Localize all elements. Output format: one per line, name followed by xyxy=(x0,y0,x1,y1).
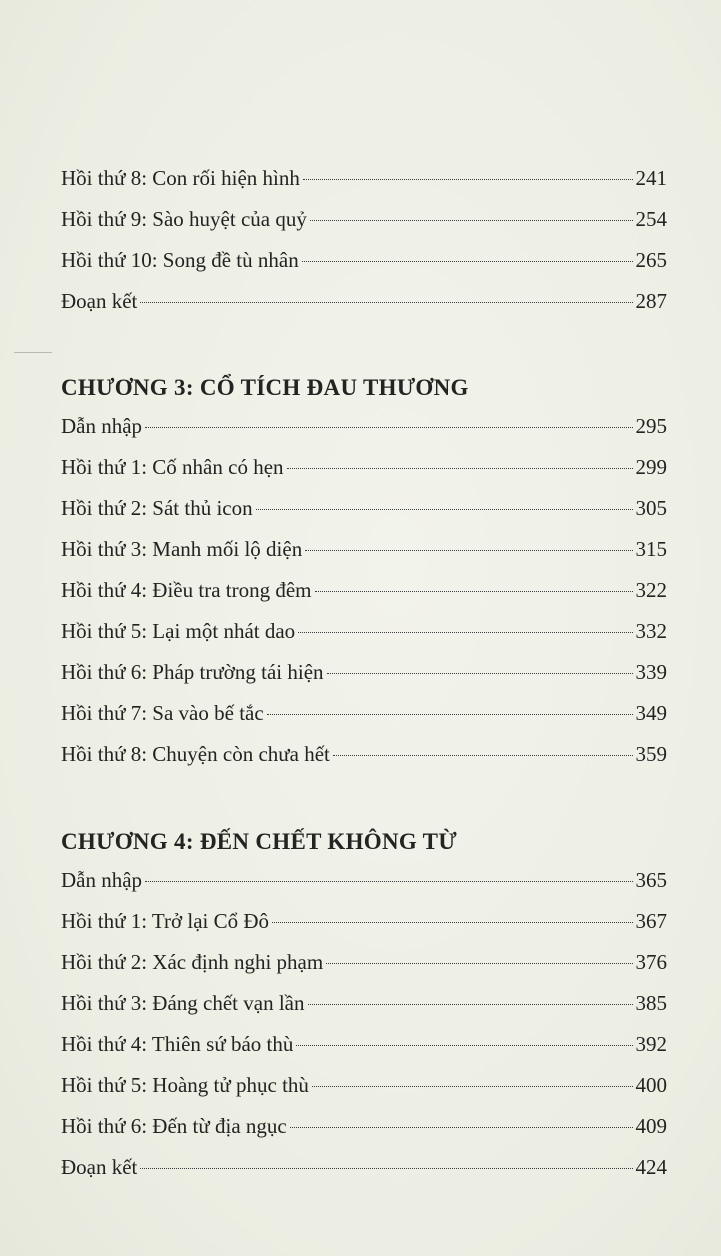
toc-section-chapter-3 xyxy=(61,414,667,783)
toc-entry-title: Hồi thứ 5: Hoàng tử phục thù xyxy=(61,1073,309,1097)
toc-entry-page: 254 xyxy=(635,207,667,231)
toc-entry-page: 385 xyxy=(635,991,667,1015)
toc-entry xyxy=(61,248,667,289)
dot-leader xyxy=(305,550,632,551)
toc-entry-title: Hồi thứ 2: Xác định nghi phạm xyxy=(61,950,324,974)
dot-leader xyxy=(333,755,633,756)
toc-entry-page: 349 xyxy=(635,701,667,725)
dot-leader xyxy=(310,220,633,221)
toc-entry-title: Đoạn kết xyxy=(61,1155,138,1179)
dot-leader xyxy=(302,261,633,262)
toc-entry-title: Hồi thứ 9: Sào huyệt của quỷ xyxy=(61,207,307,231)
dot-leader xyxy=(145,427,632,428)
toc-entry xyxy=(61,455,667,496)
toc-entry-title: Hồi thứ 2: Sát thủ icon xyxy=(61,496,253,520)
toc-entry-page: 365 xyxy=(635,868,667,892)
toc-entry xyxy=(61,1155,667,1196)
toc-entry-title: Hồi thứ 10: Song đề tù nhân xyxy=(61,248,299,272)
toc-entry-title: Hồi thứ 3: Manh mối lộ diện xyxy=(61,537,303,561)
toc-entry-page: 287 xyxy=(635,289,667,313)
dot-leader xyxy=(326,963,632,964)
toc-entry-title: Hồi thứ 7: Sa vào bế tắc xyxy=(61,701,264,725)
toc-entry-title: Hồi thứ 3: Đáng chết vạn lần xyxy=(61,991,305,1015)
toc-entry-title: Hồi thứ 1: Trở lại Cổ Đô xyxy=(61,909,270,933)
toc-entry-page: 376 xyxy=(635,950,667,974)
toc-entry-title: Hồi thứ 8: Con rối hiện hình xyxy=(61,166,300,190)
dot-leader xyxy=(298,632,632,633)
toc-entry xyxy=(61,660,667,701)
toc-section-continued xyxy=(61,166,667,330)
toc-entry-page: 299 xyxy=(635,455,667,479)
toc-entry-page: 424 xyxy=(635,1155,667,1179)
toc-entry-page: 339 xyxy=(635,660,667,684)
dot-leader xyxy=(256,509,633,510)
toc-entry xyxy=(61,496,667,537)
toc-entry xyxy=(61,414,667,455)
toc-entry xyxy=(61,1032,667,1073)
toc-entry xyxy=(61,289,667,330)
page-edge-mark xyxy=(14,352,52,353)
toc-entry-page: 409 xyxy=(635,1114,667,1138)
toc-entry xyxy=(61,1114,667,1155)
toc-entry xyxy=(61,207,667,248)
toc-entry-title: Hồi thứ 4: Thiên sứ báo thù xyxy=(61,1032,294,1056)
toc-entry-page: 322 xyxy=(635,578,667,602)
toc-entry xyxy=(61,701,667,742)
chapter-heading: CHƯƠNG 4: ĐẾN CHẾT KHÔNG TỪ xyxy=(61,829,457,854)
toc-entry-title: Hồi thứ 6: Pháp trường tái hiện xyxy=(61,660,324,684)
toc-entry-title: Hồi thứ 6: Đến từ địa ngục xyxy=(61,1114,287,1138)
toc-entry-title: Dẫn nhập xyxy=(61,868,143,892)
dot-leader xyxy=(315,591,633,592)
toc-entry xyxy=(61,909,667,950)
dot-leader xyxy=(140,1168,632,1169)
toc-entry-page: 315 xyxy=(635,537,667,561)
toc-entry-page: 332 xyxy=(635,619,667,643)
toc-section-chapter-4 xyxy=(61,868,667,1196)
dot-leader xyxy=(287,468,633,469)
toc-entry xyxy=(61,991,667,1032)
toc-entry-page: 359 xyxy=(635,742,667,766)
toc-entry xyxy=(61,166,667,207)
toc-entry xyxy=(61,619,667,660)
toc-entry xyxy=(61,578,667,619)
toc-entry-page: 400 xyxy=(635,1073,667,1097)
dot-leader xyxy=(303,179,633,180)
toc-entry xyxy=(61,1073,667,1114)
toc-entry-page: 295 xyxy=(635,414,667,438)
toc-entry xyxy=(61,742,667,783)
dot-leader xyxy=(140,302,632,303)
toc-entry-page: 305 xyxy=(635,496,667,520)
chapter-heading: CHƯƠNG 3: CỔ TÍCH ĐAU THƯƠNG xyxy=(61,375,469,400)
dot-leader xyxy=(290,1127,633,1128)
toc-entry-page: 367 xyxy=(635,909,667,933)
dot-leader xyxy=(145,881,632,882)
toc-entry-title: Hồi thứ 5: Lại một nhát dao xyxy=(61,619,296,643)
dot-leader xyxy=(327,673,633,674)
toc-entry-title: Hồi thứ 8: Chuyện còn chưa hết xyxy=(61,742,330,766)
toc-entry xyxy=(61,950,667,991)
dot-leader xyxy=(296,1045,632,1046)
dot-leader xyxy=(308,1004,633,1005)
dot-leader xyxy=(312,1086,633,1087)
toc-entry xyxy=(61,537,667,578)
toc-entry-page: 265 xyxy=(635,248,667,272)
dot-leader xyxy=(272,922,632,923)
dot-leader xyxy=(267,714,633,715)
toc-entry-page: 241 xyxy=(635,166,667,190)
toc-entry-title: Đoạn kết xyxy=(61,289,138,313)
toc-entry-title: Hồi thứ 1: Cố nhân có hẹn xyxy=(61,455,284,479)
toc-entry xyxy=(61,868,667,909)
toc-entry-title: Hồi thứ 4: Điều tra trong đêm xyxy=(61,578,312,602)
toc-entry-page: 392 xyxy=(635,1032,667,1056)
toc-entry-title: Dẫn nhập xyxy=(61,414,143,438)
